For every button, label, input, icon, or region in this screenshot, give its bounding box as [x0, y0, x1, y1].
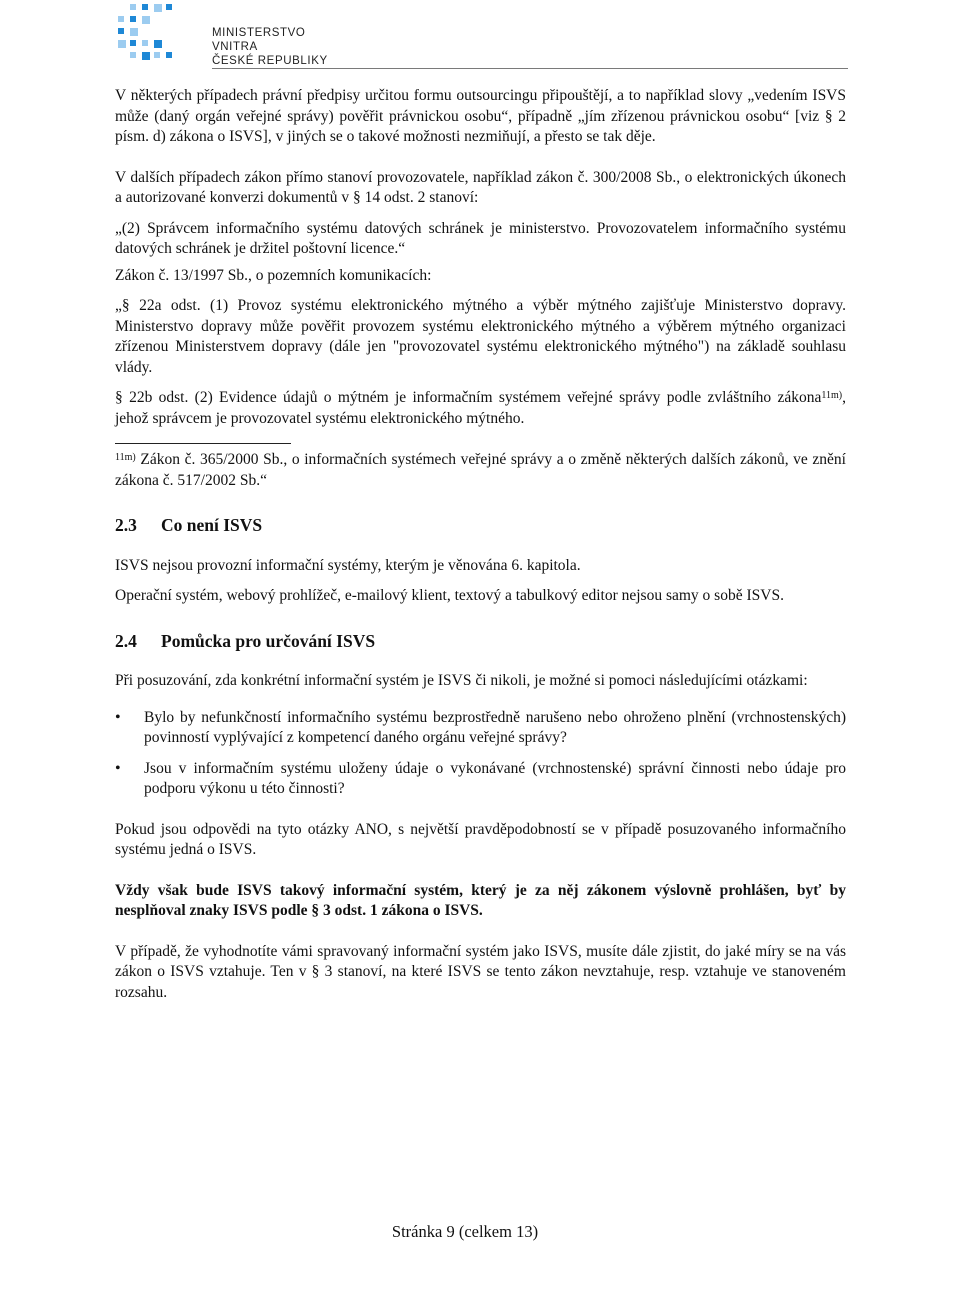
footnote-ref: 11m): [821, 390, 843, 401]
paragraph-intro-questions: Při posuzování, zda konkrétní informační systém je ISVS či nikoli, je možné si pomoci následujícími otázkami:: [115, 672, 808, 689]
paragraph-emphasis: Vždy však bude ISVS takový informační systém, který je za něj zákonem výslovně prohlášen, byť by nesplňoval znaky ISVS podle § 3 odst. 1 zákona o ISVS.: [115, 881, 846, 919]
logo-dot: [154, 4, 162, 12]
logo-dot: [166, 52, 172, 58]
question-list: [115, 708, 846, 800]
logo-dot: [118, 16, 124, 22]
bullet-icon: •: [115, 708, 121, 726]
list-item: [115, 759, 846, 800]
logo-dot: [130, 4, 136, 10]
paragraph-scope: V případě, že vyhodnotíte vámi spravovaný informační systém jako ISVS, musíte dále zjistit, do jaké míry se na vás zákon o ISVS vztahuje. Ten v § 3 stanoví, na které ISVS se tento zákon nevztahuje, resp. vztahuje ve stanoveném rozsahu.: [115, 942, 846, 1001]
quote-toll-22a: „§ 22a odst. (1) Provoz systému elektronického mýtného a výběr mýtného zajišťuje Ministerstvo dopravy. Ministerstvo dopravy může pověřit provozem systému elektronického mýtného a výběrem mýtného organizaci zřízenou Ministerstvem dopravy (dále jen "provozovatel systému elektronického mýtného") na základě souhlasu vlády.: [115, 297, 846, 376]
heading-2-3: [115, 515, 846, 536]
footnote: [115, 450, 846, 491]
list-item: [115, 708, 846, 749]
list-item-text: Jsou v informačním systému uloženy údaje o vykonávané (vrchnostenské) správní činnosti nebo údaje pro podporu výkonu u této činnosti?: [144, 759, 846, 797]
logo-dot: [130, 52, 136, 58]
logo-dot: [118, 40, 126, 48]
logo-dot: [142, 16, 150, 24]
logo-dot: [142, 40, 148, 46]
footnote-rule: [115, 443, 291, 444]
heading-2-3-title: Co není ISVS: [161, 515, 263, 535]
paragraph-not-isvs-2: Operační systém, webový prohlížeč, e-mailový klient, textový a tabulkový editor nejsou samy o sobě ISVS.: [115, 587, 784, 604]
quote-toll-22b: [115, 388, 846, 429]
logo-dot: [154, 40, 162, 48]
logo-dot: [130, 40, 136, 46]
ministry-logo-mark: [112, 2, 212, 66]
paragraph-not-isvs-1: ISVS nejsou provozní informační systémy, kterým je věnována 6. kapitola.: [115, 556, 581, 574]
paragraph-operator: V dalších případech zákon přímo stanoví provozovatele, například zákon č. 300/2008 Sb., o elektronických úkonech a autorizované konverzi dokumentů v § 14 odst. 2 stanoví:: [115, 168, 846, 206]
ministry-name-line2: ČESKÉ REPUBLIKY: [212, 55, 328, 67]
logo-dot: [142, 4, 148, 10]
logo-dot: [130, 16, 136, 22]
paragraph-outsourcing: V některých případech právní předpisy určitou formu outsourcingu připouštějí, a to například slovy „vedením ISVS může (daný orgán veřejné správy) pověřit právnickou osobu“, případně „jím zřízenou právnickou osobu“ [viz § 2 písm. d) zákona o ISVS], v jiných se o takové možnosti nezmiňují, a přesto se tak děje.: [115, 87, 846, 145]
heading-2-3-number: 2.3: [115, 515, 137, 535]
quote-data-boxes: „(2) Správcem informačního systému datových schránek je ministerstvo. Provozovatelem informačního systému datových schránek je držitel poštovní licence.“: [115, 219, 846, 257]
logo-dot: [118, 28, 124, 34]
heading-2-4: [115, 631, 846, 652]
heading-2-4-number: 2.4: [115, 630, 137, 651]
logo-dot: [154, 52, 160, 58]
heading-2-4-title: Pomůcka pro určování ISVS: [161, 630, 376, 651]
paragraph-answer: Pokud jsou odpovědi na tyto otázky ANO, s největší pravděpodobností se v případě posuzovaného informačního systému jedná o ISVS.: [115, 820, 846, 858]
quote-toll-22b-end: , jehož správcem je provozovatel systému elektronického mýtného.: [115, 389, 846, 427]
header-rule: [212, 68, 848, 69]
logo-dot: [166, 4, 172, 10]
bullet-icon: •: [115, 759, 121, 777]
page-body: [115, 86, 846, 1003]
logo-dot: [142, 52, 150, 60]
paragraph-roads-act: Zákon č. 13/1997 Sb., o pozemních komunikacích:: [115, 266, 432, 284]
ministry-name-line1: MINISTERSTVO VNITRA: [212, 27, 306, 53]
quote-toll-22b-text: § 22b odst. (2) Evidence údajů o mýtném je informačním systémem veřejné správy podle zvláštního zákona: [115, 389, 822, 406]
footnote-mark: 11m): [115, 452, 136, 463]
logo-dot: [130, 28, 138, 36]
footnote-text: Zákon č. 365/2000 Sb., o informačních systémech veřejné správy a o změně některých dalších zákonů, ve znění zákona č. 517/2002 Sb.“: [115, 451, 846, 489]
ministry-name: [212, 26, 352, 68]
ministry-logo: [112, 2, 352, 67]
page-number: Stránka 9 (celkem 13): [391, 1222, 539, 1241]
list-item-text: Bylo by nefunkčností informačního systému bezprostředně narušeno nebo ohroženo plnění (vrchnostenských) povinností vyplývající z kompetencí daného orgánu veřejné správy?: [144, 708, 846, 746]
